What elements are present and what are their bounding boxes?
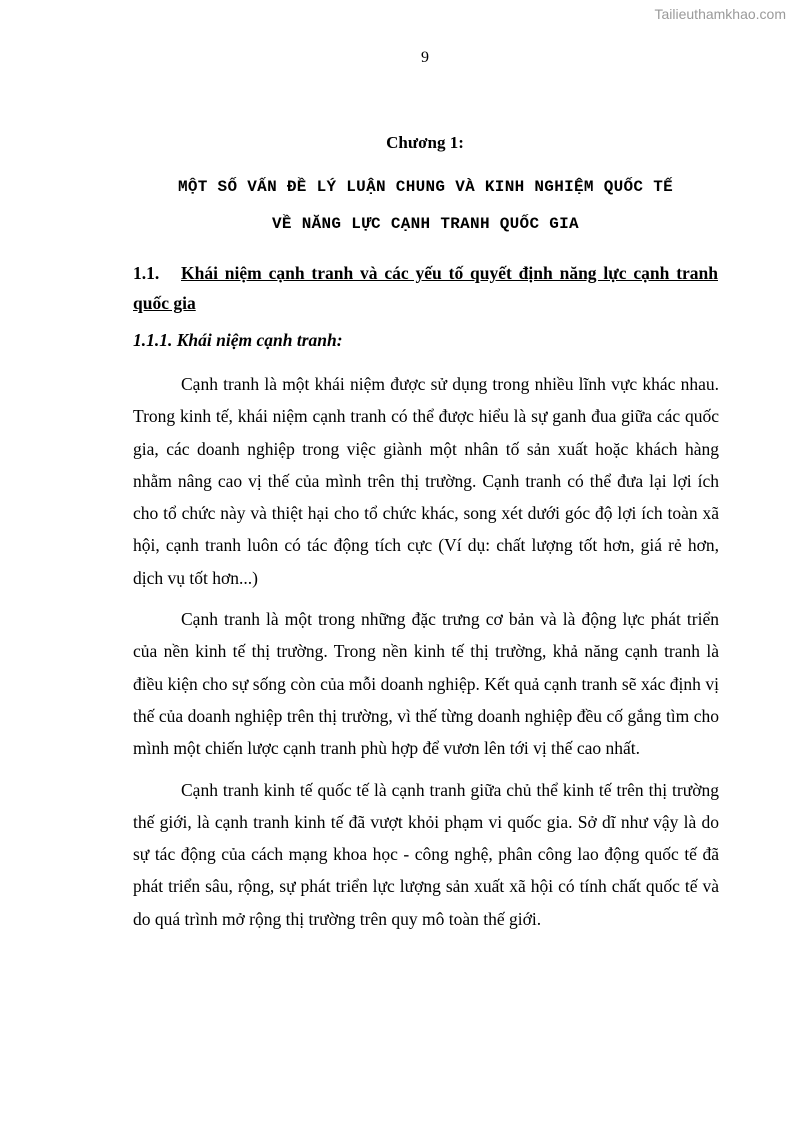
chapter-heading-line-2: VỀ NĂNG LỰC CẠNH TRANH QUỐC GIA <box>272 215 579 233</box>
chapter-heading-line-1: MỘT SỐ VẤN ĐỀ LÝ LUẬN CHUNG VÀ KINH NGHIỆM QUỐC TẾ <box>177 178 674 196</box>
paragraph-3: Cạnh tranh kinh tế quốc tế là cạnh tranh giữa chủ thể kinh tế trên thị trường thế giới, là cạnh tranh kinh tế đã vượt khỏi phạm vi quốc gia. Sở dĩ như vậy là do sự tác động của cách mạng khoa học - công nghệ, phân công lao động quốc tế đã phát triển sâu, rộng, sự phát triển lực lượng sản xuất xã hội có tính chất quốc tế và do quá trình mở rộng thị trường trên quy mô toàn thế giới. <box>133 779 719 929</box>
subsection-heading: 1.1.1. Khái niệm cạnh tranh: <box>133 330 343 350</box>
section-title: Khái niệm cạnh tranh và các yếu tố quyết định năng lực cạnh tranh quốc gia <box>133 263 718 313</box>
paragraph-1: Cạnh tranh là một khái niệm được sử dụng trong nhiều lĩnh vực khác nhau. Trong kinh tế, khái niệm cạnh tranh có thể được hiểu là sự ganh đua giữa các quốc gia, các doanh nghiệp trong việc giành một nhân tố sản xuất hoặc khách hàng nhằm nâng cao vị thế của mình trên thị trường. Cạnh tranh có thể đưa lại lợi ích cho tổ chức này và thiệt hại cho tổ chức khác, song xét dưới góc độ lợi ích toàn xã hội, cạnh tranh luôn có tác động tích cực (Ví dụ: chất lượng tốt hơn, giá rẻ hơn, dịch vụ tốt hơn...) <box>133 374 719 588</box>
chapter-title: Chương 1: <box>386 133 464 152</box>
section-heading <box>133 258 718 318</box>
page-number: 9 <box>421 49 429 66</box>
paragraph-2: Cạnh tranh là một trong những đặc trưng cơ bản và là động lực phát triển của nền kinh tế thị trường. Trong nền kinh tế thị trường, khả năng cạnh tranh là điều kiện cho sự sống còn của mỗi doanh nghiệp. Kết quả cạnh tranh sẽ xác định vị thế của doanh nghiệp trên thị trường, vì thế từng doanh nghiệp đều cố gắng tìm cho mình một chiến lược cạnh tranh phù hợp để vươn lên tới vị thế cao nhất. <box>133 609 719 759</box>
body-text <box>133 368 719 944</box>
section-number: 1.1. <box>133 263 160 283</box>
watermark-text: Tailieuthamkhao.com <box>654 6 786 22</box>
